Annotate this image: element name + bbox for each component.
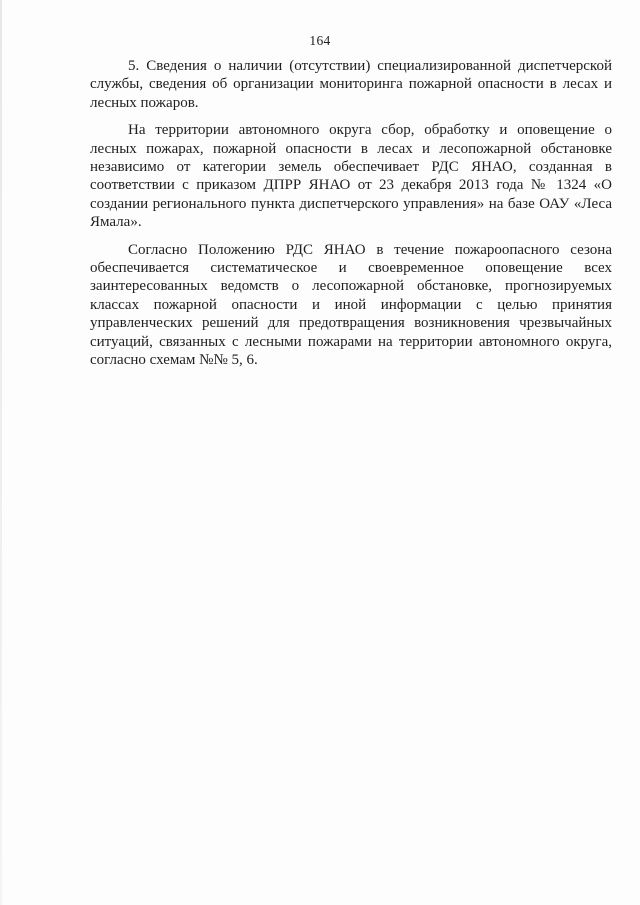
- document-body: [90, 57, 612, 379]
- section-heading-paragraph: 5. Сведения о наличии (отсутствии) специализированной диспетчерской службы, сведения об организации мониторинга пожарной опасности в лесах и лесных пожаров.: [90, 58, 612, 111]
- paragraph: На территории автономного округа сбор, обработку и оповещение о лесных пожарах, пожарной опасности в лесах и лесопожарной обстановке независимо от категории земель обеспечивает РДС ЯНАО, созданная в соответствии с приказом ДПРР ЯНАО от 23 декабря 2013 года № 1324 «О создании регионального пункта диспетчерского управления» на базе ОАУ «Леса Ямала».: [90, 122, 612, 231]
- page-number: 164: [309, 33, 331, 48]
- paragraph: Согласно Положению РДС ЯНАО в течение пожароопасного сезона обеспечивается систематическое и своевременное оповещение всех заинтересованных ведомств о лесопожарной обстановке, прогнозируемых классах пожарной опасности и иной информации с целью принятия управленческих решений для предотвращения возникновения чрезвычайных ситуаций, связанных с лесными пожарами на территории автономного округа, согласно схемам №№ 5, 6.: [90, 241, 612, 369]
- scan-edge: [0, 0, 2, 905]
